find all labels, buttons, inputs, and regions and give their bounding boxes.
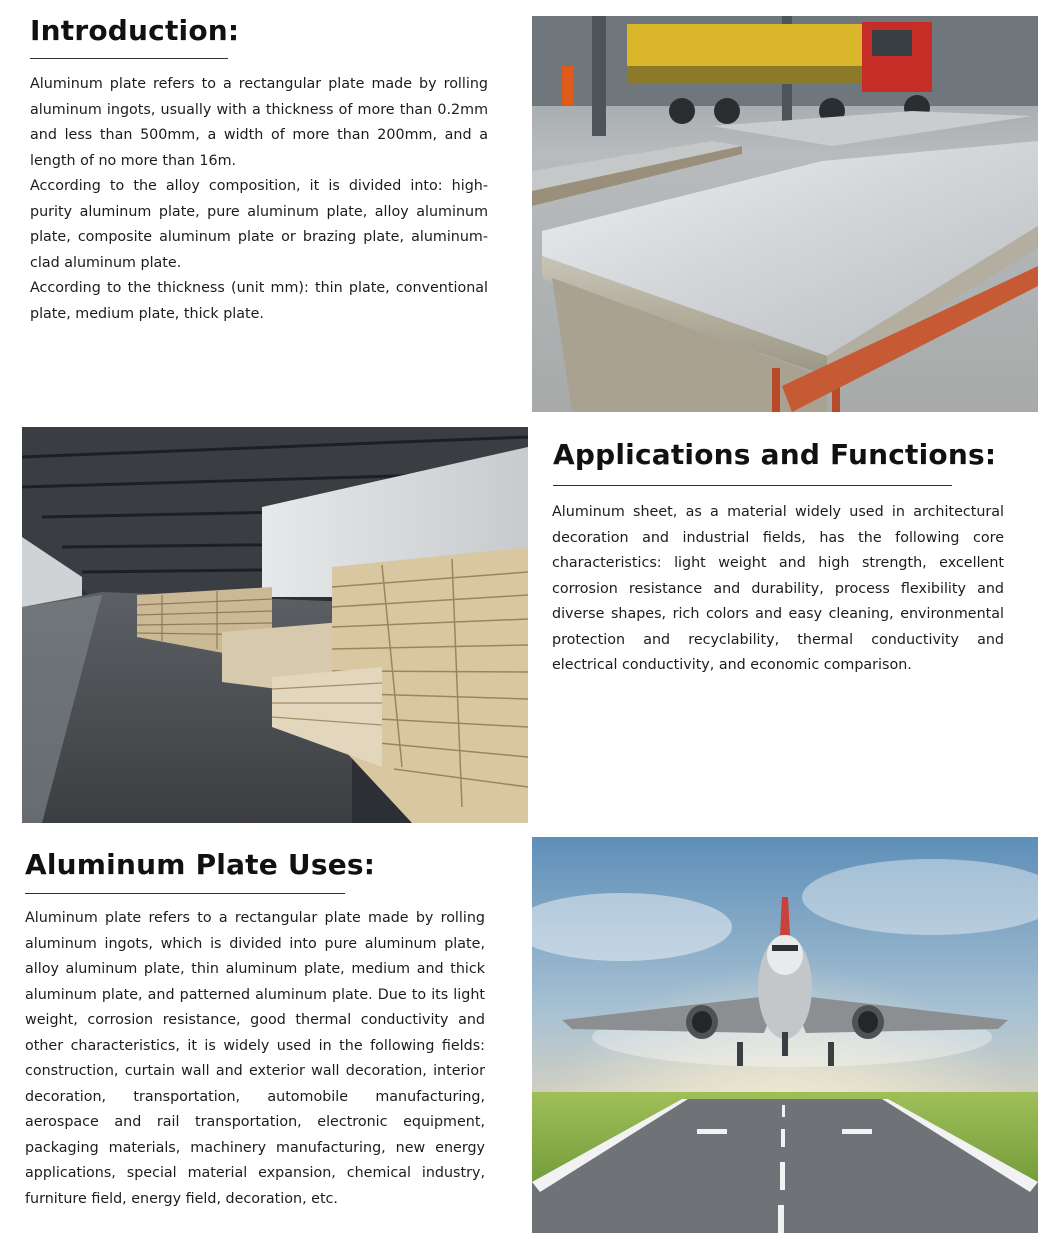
- uses-paragraph: Aluminum plate refers to a rectangular plate made by rolling aluminum ingots, which is divided into pure aluminum plate, alloy aluminum plate, thin aluminum plate, medium and thick aluminum plate, and patterned aluminum plate. Due to its light weight, corrosion resistance, good thermal conductivity and other characteristics, it is widely used in the following fields: construction, curtain wall and exterior wall decoration, interior decoration, transportation, automobile manufacturing, aerospace and rail transportation, electronic equipment, packaging materials, machinery manufacturing, new energy applications, special material expansion, chemical industry, furniture field, energy field, decoration, etc.: [25, 910, 485, 1207]
- uses-body: [25, 906, 485, 1212]
- aluminum-plates-photo: [532, 16, 1038, 412]
- applications-heading: Applications and Functions:: [553, 438, 997, 471]
- warehouse-photo: [22, 427, 528, 823]
- introduction-paragraph-2: According to the alloy composition, it is divided into: high-purity aluminum plate, pure aluminum plate, alloy aluminum plate, composite aluminum plate or brazing plate, aluminum-clad aluminum plate.: [30, 178, 488, 271]
- introduction-heading: Introduction:: [30, 14, 240, 47]
- applications-paragraph: Aluminum sheet, as a material widely used in architectural decoration and industrial fields, has the following core characteristics: light weight and high strength, excellent corrosion resistance and durability, process flexibility and diverse shapes, rich colors and easy cleaning, environmental protection and recyclability, thermal conductivity and electrical conductivity, and economic comparison.: [552, 504, 1004, 673]
- airplane-photo: [532, 837, 1038, 1233]
- introduction-paragraph-1: Aluminum plate refers to a rectangular plate made by rolling aluminum ingots, usually with a thickness of more than 0.2mm and less than 500mm, a width of more than 200mm, and a length of no more than 16m.: [30, 76, 488, 169]
- uses-heading: Aluminum Plate Uses:: [25, 848, 376, 881]
- uses-underline: [25, 893, 345, 894]
- applications-body: [552, 500, 1004, 679]
- applications-underline: [553, 485, 952, 486]
- introduction-body: [30, 72, 488, 327]
- introduction-underline: [30, 58, 228, 59]
- introduction-paragraph-3: According to the thickness (unit mm): thin plate, conventional plate, medium plate, thick plate.: [30, 280, 488, 322]
